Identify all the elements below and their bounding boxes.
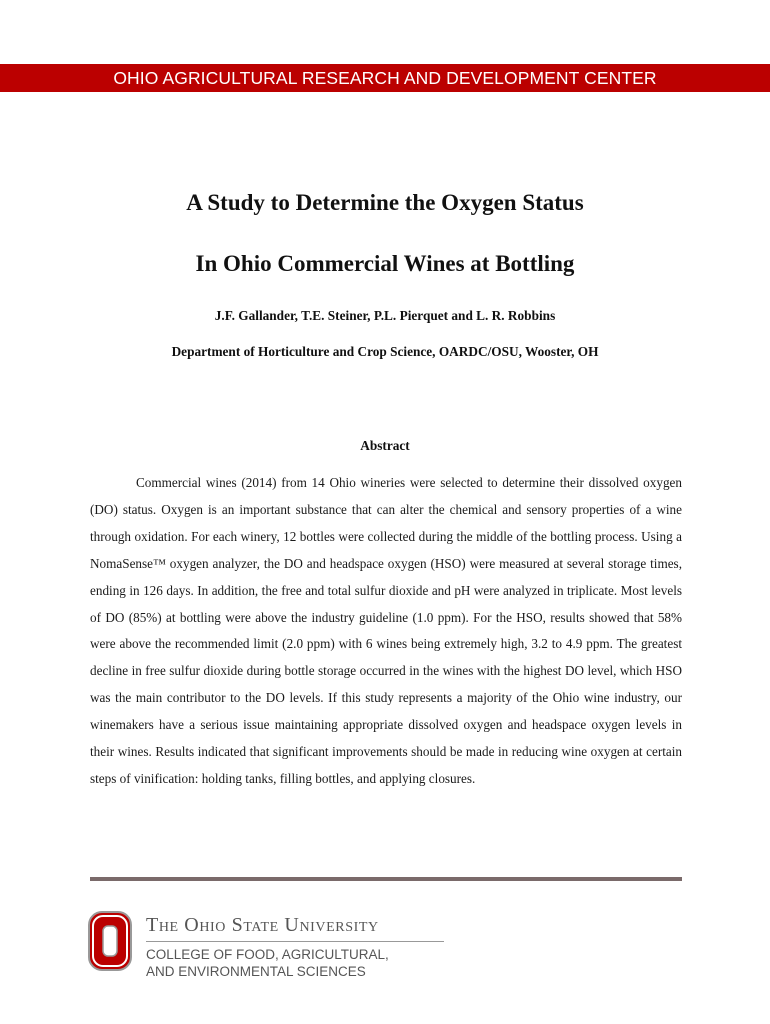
college-name-line-2: AND ENVIRONMENTAL SCIENCES [146,964,366,979]
block-o-logo-icon [88,911,132,971]
university-name-rule [146,941,444,942]
college-name-line-1: COLLEGE OF FOOD, AGRICULTURAL, [146,947,389,962]
paper-title-line-1: A Study to Determine the Oxygen Status [186,190,584,215]
abstract-heading: Abstract [360,438,410,453]
banner-text: OHIO AGRICULTURAL RESEARCH AND DEVELOPMENT CENTER [113,68,657,88]
paper-title-line-2: In Ohio Commercial Wines at Bottling [195,251,575,276]
abstract-body: Commercial wines (2014) from 14 Ohio wineries were selected to determine their dissolved oxygen (DO) status. Oxygen is an important substance that can alter the chemical and sensory properties of a wine through oxidation. For each winery, 12 bottles were collected during the middle of the bottling process. Using a NomaSense™ oxygen analyzer, the DO and headspace oxygen (HSO) were measured at several storage times, ending in 126 days. In addition, the free and total sulfur dioxide and pH were analyzed in triplicate. Most levels of DO (85%) at bottling were above the industry guideline (1.0 ppm). For the HSO, results showed that 58% were above the recommended limit (2.0 ppm) with 6 wines being extremely high, 3.2 to 4.9 ppm. The greatest decline in free sulfur dioxide during bottle storage occurred in the wines with the highest DO level, which HSO was the main contributor to the DO levels. If this study represents a majority of the Ohio wine industry, our winemakers have a serious issue maintaining appropriate dissolved oxygen and headspace oxygen levels in their wines. Results indicated that significant improvements should be made in reducing wine oxygen at certain steps of vinification: holding tanks, filling bottles, and applying closures. [90,475,682,786]
university-name: The Ohio State University [146,914,379,936]
college-name [146,946,389,980]
header-banner [0,64,770,92]
author-list: J.F. Gallander, T.E. Steiner, P.L. Pierquet and L. R. Robbins [214,308,556,323]
affiliation: Department of Horticulture and Crop Science, OARDC/OSU, Wooster, OH [171,344,599,359]
footer-divider [90,877,682,881]
